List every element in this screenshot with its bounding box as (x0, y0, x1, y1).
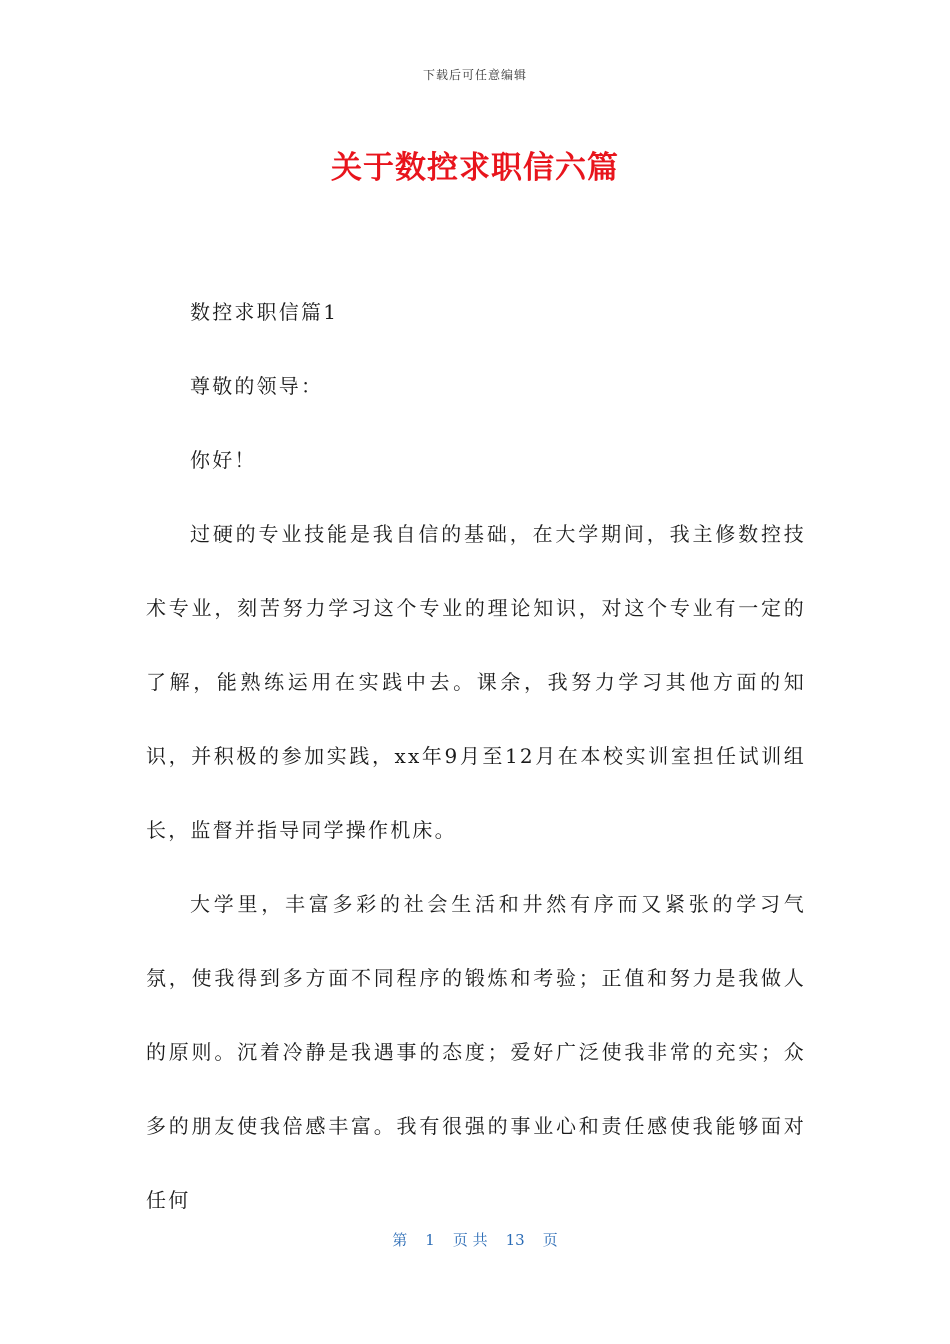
document-body (146, 275, 806, 1237)
section-heading: 数控求职信篇1 (190, 300, 339, 324)
page-header-note: 下载后可任意编辑 (422, 68, 527, 82)
salutation: 尊敬的领导： (190, 374, 324, 398)
page-number-current: 1 (425, 1231, 435, 1249)
page-number-total: 13 (505, 1231, 525, 1249)
page-number-suffix: 页 (542, 1231, 558, 1249)
body-paragraph: 过硬的专业技能是我自信的基础，在大学期间，我主修数控技术专业，刻苦努力学习这个专业的理论知识，对这个专业有一定的了解，能熟练运用在实践中去。课余，我努力学习其他方面的知识，并积极的参加实践，xx年9月至12月在本校实训室担任试训组长，监督并指导同学操作机床。 (146, 522, 806, 842)
page-number-mid: 页 共 (452, 1231, 488, 1249)
page-number-prefix: 第 (392, 1231, 408, 1249)
body-paragraph: 大学里，丰富多彩的社会生活和井然有序而又紧张的学习气氛，使我得到多方面不同程序的锻炼和考验；正值和努力是我做人的原则。沉着冷静是我遇事的态度；爱好广泛使我非常的充实；众多的朋友使我倍感丰富。我有很强的事业心和责任感使我能够面对任何 (146, 892, 806, 1212)
greeting: 你好！ (190, 448, 257, 472)
document-title: 关于数控求职信六篇 (331, 150, 619, 186)
page-footer (0, 1229, 950, 1250)
